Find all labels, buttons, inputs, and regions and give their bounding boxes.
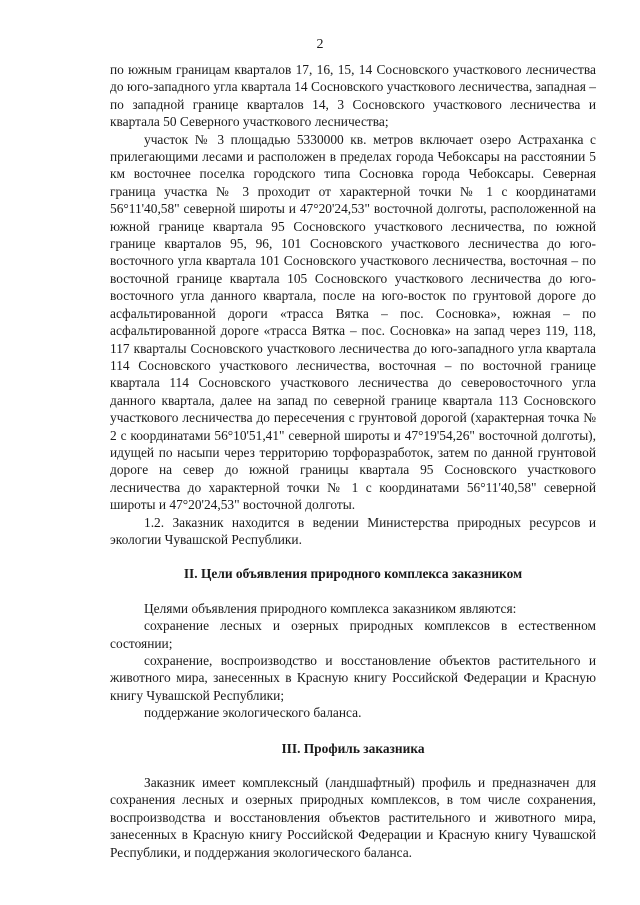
section-3-heading: III. Профиль заказника <box>281 740 425 756</box>
section-2-paragraph: сохранение лесных и озерных природных комплексов в естественном состоянии; <box>110 618 596 651</box>
paragraph-plot-3: участок № 3 площадью 5330000 кв. метров включает озеро Астраханка с прилегающими лесами и расположен в пределах города Чебоксары на расстоянии 5 км восточнее поселка городского типа Сосновка города Чебоксары. Северная граница участка № 3 проходит от характерной точки № 1 с координатами 56°11'40,58" северной широты и 47°20'24,53" восточной долготы, расположенной на южной границе квартала 95 Сосновского участкового лесничества, по южной границе кварталов 95, 96, 101 Сосновского участкового лесничества до юго-восточного угла квартала 101 Сосновского участкового лесничества, восточная – по восточной границе квартала 105 Сосновского участкового лесничества до юго-восточного угла данного квартала, после на юго-восток по грунтовой дороге до асфальтированной дороги «трасса Вятка – пос. Сосновка», южная – по асфальтированной дороге «трасса Вятка – пос. Сосновка» на запад через 119, 118, 117 кварталы Сосновского участкового лесничества до юго-западного угла квартала 114 Сосновского участкового лесничества, восточная – по восточной границе квартала 114 Сосновского участкового лесничества до северовосточного угла данного квартала, далее на запад по северной границе квартала 113 Сосновского участкового лесничества до пересечения с грунтовой дорогой (характерная точка № 2 с координатами 56°10'51,41" северной широты и 47°19'54,26" восточной долготы), идущей по насыпи через территорию торфоразработок, затем по данной грунтовой дороге на север до южной границы квартала 95 Сосновского участкового лесничества до характерной точки № 1 с координатами 56°11'40,58" северной широты и 47°20'24,53" восточной долготы. <box>110 131 596 513</box>
section-2-heading: II. Цели объявления природного комплекса заказником <box>183 566 523 582</box>
section-3-paragraph: Заказник имеет комплексный (ландшафтный) профиль и предназначен для сохранения лесных и озерных природных комплексов, в том числе сохранения, воспроизводства и восстановления объектов растительного и животного мира, занесенных в Красную книгу Российской Федерации и Красную книгу Чувашской Республики, и поддержания экологического баланса. <box>110 775 596 860</box>
paragraph-continuation: по южным границам кварталов 17, 16, 15, 14 Сосновского участкового лесничества до юго-западного угла квартала 14 Сосновского участкового лесничества, западная – по западной границе кварталов 14, 3 Сосновского участкового лесничества и квартала 50 Северного участкового лесничества; <box>110 62 596 130</box>
page-number: 2 <box>316 37 324 52</box>
document-body <box>110 61 596 861</box>
paragraph-1-2: 1.2. Заказник находится в ведении Министерства природных ресурсов и экологии Чувашской Республики. <box>110 514 596 547</box>
section-2-paragraph: Целями объявления природного комплекса заказником являются: <box>144 600 517 616</box>
section-2-paragraph: поддержание экологического баланса. <box>144 705 362 721</box>
section-2-paragraph: сохранение, воспроизводство и восстановление объектов растительного и животного мира, занесенных в Красную книгу Российской Федерации и Красную книгу Чувашской Республики; <box>110 653 596 703</box>
